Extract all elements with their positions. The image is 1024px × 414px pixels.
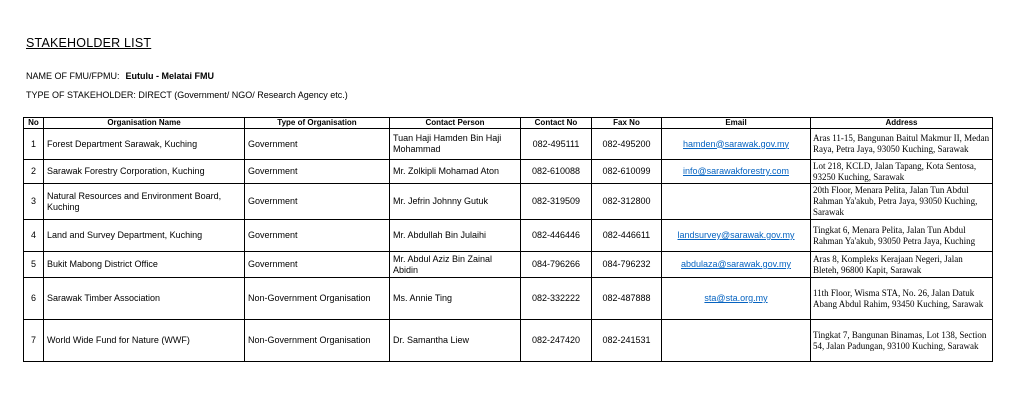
cell-organisation: Forest Department Sarawak, Kuching xyxy=(44,129,245,160)
cell-email xyxy=(662,184,811,220)
fmu-label: NAME OF FMU/FPMU: xyxy=(26,71,120,81)
cell-organisation: Natural Resources and Environment Board, Kuching xyxy=(44,184,245,220)
cell-address: Aras 11-15, Bangunan Baitul Makmur II, Medan Raya, Petra Jaya, 93050 Kuching, Sarawak xyxy=(811,129,993,160)
cell-no: 4 xyxy=(24,220,44,252)
col-header-address: Address xyxy=(811,118,993,129)
col-header-contact-no: Contact No xyxy=(521,118,592,129)
stakeholder-table xyxy=(23,117,993,362)
cell-contact-person: Ms. Annie Ting xyxy=(390,278,521,320)
cell-organisation: Bukit Mabong District Office xyxy=(44,252,245,278)
cell-contact-person: Dr. Samantha Liew xyxy=(390,320,521,362)
cell-email xyxy=(662,220,811,252)
cell-organisation: World Wide Fund for Nature (WWF) xyxy=(44,320,245,362)
cell-address: 11th Floor, Wisma STA, No. 26, Jalan Datuk Abang Abdul Rahim, 93450 Kuching, Sarawak xyxy=(811,278,993,320)
table-row xyxy=(24,220,993,252)
cell-contact-no: 082-446446 xyxy=(521,220,592,252)
table-row xyxy=(24,129,993,160)
cell-fax-no: 082-610099 xyxy=(592,160,662,184)
email-link[interactable]: sta@sta.org.my xyxy=(704,293,768,303)
email-link[interactable]: abdulaza@sarawak.gov.my xyxy=(680,259,792,269)
cell-email xyxy=(662,252,811,278)
cell-type: Non-Government Organisation xyxy=(245,278,390,320)
cell-address: 20th Floor, Menara Pelita, Jalan Tun Abdul Rahman Ya'akub, Petra Jaya, 93050 Kuching, Sarawak xyxy=(811,184,993,220)
cell-no: 3 xyxy=(24,184,44,220)
table-row xyxy=(24,278,993,320)
cell-contact-no: 082-610088 xyxy=(521,160,592,184)
cell-type: Government xyxy=(245,129,390,160)
email-link[interactable]: hamden@sarawak.gov.my xyxy=(682,138,789,149)
cell-fax-no: 082-495200 xyxy=(592,129,662,160)
col-header-no: No xyxy=(24,118,44,129)
cell-contact-no: 084-796266 xyxy=(521,252,592,278)
col-header-email: Email xyxy=(662,118,811,129)
cell-address: Tingkat 7, Bangunan Binamas, Lot 138, Section 54, Jalan Padungan, 93100 Kuching, Sarawak xyxy=(811,320,993,362)
cell-type: Government xyxy=(245,252,390,278)
cell-no: 5 xyxy=(24,252,44,278)
cell-contact-no: 082-247420 xyxy=(521,320,592,362)
table-row xyxy=(24,184,993,220)
col-header-type: Type of Organisation xyxy=(245,118,390,129)
cell-address: Tingkat 6, Menara Pelita, Jalan Tun Abdul Rahman Ya'akub, 93050 Petra Jaya, Kuching xyxy=(811,220,993,252)
cell-type: Government xyxy=(245,184,390,220)
col-header-fax-no: Fax No xyxy=(592,118,662,129)
cell-email xyxy=(662,160,811,184)
table-row xyxy=(24,320,993,362)
fmu-value: Eutulu - Melatai FMU xyxy=(125,71,214,81)
cell-fax-no: 084-796232 xyxy=(592,252,662,278)
cell-email xyxy=(662,129,811,160)
cell-email xyxy=(662,320,811,362)
cell-contact-person: Mr. Jefrin Johnny Gutuk xyxy=(390,184,521,220)
cell-contact-person: Mr. Abdullah Bin Julaihi xyxy=(390,220,521,252)
cell-contact-no: 082-332222 xyxy=(521,278,592,320)
table-row xyxy=(24,160,993,184)
cell-no: 7 xyxy=(24,320,44,362)
cell-organisation: Land and Survey Department, Kuching xyxy=(44,220,245,252)
fmu-line xyxy=(26,71,214,81)
email-link[interactable]: info@sarawakforestry.com xyxy=(682,166,789,176)
cell-organisation: Sarawak Forestry Corporation, Kuching xyxy=(44,160,245,184)
cell-fax-no: 082-241531 xyxy=(592,320,662,362)
stakeholder-type-line: TYPE OF STAKEHOLDER: DIRECT (Government/ NGO/ Research Agency etc.) xyxy=(26,90,348,100)
cell-no: 2 xyxy=(24,160,44,184)
cell-contact-no: 082-319509 xyxy=(521,184,592,220)
cell-address: Aras 8, Kompleks Kerajaan Negeri, Jalan Bleteh, 96800 Kapit, Sarawak xyxy=(811,252,993,278)
cell-email xyxy=(662,278,811,320)
cell-fax-no: 082-312800 xyxy=(592,184,662,220)
table-header-row xyxy=(24,118,993,129)
document-title: STAKEHOLDER LIST xyxy=(26,36,152,50)
cell-organisation: Sarawak Timber Association xyxy=(44,278,245,320)
email-link[interactable]: landsurvey@sarawak.gov.my xyxy=(677,230,795,240)
cell-contact-person: Mr. Abdul Aziz Bin Zainal Abidin xyxy=(390,252,521,278)
cell-fax-no: 082-446611 xyxy=(592,220,662,252)
cell-no: 1 xyxy=(24,129,44,160)
cell-no: 6 xyxy=(24,278,44,320)
cell-type: Non-Government Organisation xyxy=(245,320,390,362)
col-header-organisation: Organisation Name xyxy=(44,118,245,129)
cell-type: Government xyxy=(245,220,390,252)
cell-fax-no: 082-487888 xyxy=(592,278,662,320)
col-header-contact-person: Contact Person xyxy=(390,118,521,129)
cell-contact-person: Mr. Zolkipli Mohamad Aton xyxy=(390,160,521,184)
cell-contact-no: 082-495111 xyxy=(521,129,592,160)
cell-contact-person: Tuan Haji Hamden Bin Haji Mohammad xyxy=(390,129,521,160)
cell-address: Lot 218, KCLD, Jalan Tapang, Kota Sentosa, 93250 Kuching, Sarawak xyxy=(811,160,993,184)
table-row xyxy=(24,252,993,278)
cell-type: Government xyxy=(245,160,390,184)
